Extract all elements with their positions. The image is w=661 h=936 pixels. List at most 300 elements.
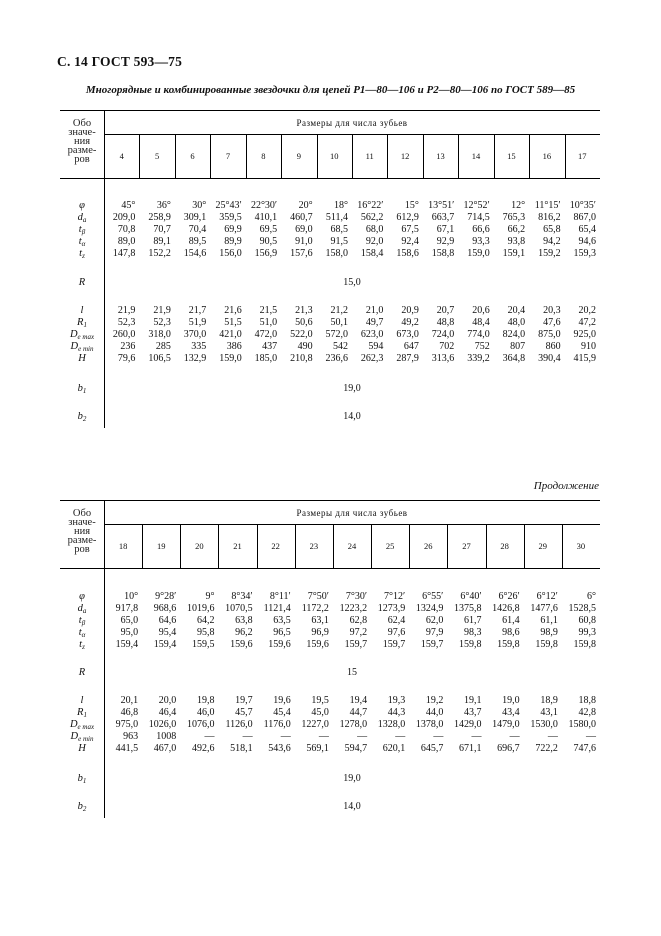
value-cell: 19,4 xyxy=(349,695,368,706)
value-cell: 159,8 xyxy=(573,639,596,650)
sizes-title: Размеры для числа зубьев xyxy=(296,118,408,128)
value-cell: 19,8 xyxy=(196,695,215,706)
value-cell: 335 xyxy=(191,341,207,352)
row-symbol-11 xyxy=(60,383,104,395)
value-cell: 21,9 xyxy=(117,305,136,316)
teeth-count-header: 16 xyxy=(542,151,552,161)
common-value-cell: 19,0 xyxy=(343,773,361,784)
value-cell: 49,7 xyxy=(365,317,384,328)
value-cell: 410,1 xyxy=(254,212,278,223)
value-cell: 20,0 xyxy=(158,695,177,706)
value-cell: 21,6 xyxy=(224,305,242,316)
value-cell: 1375,8 xyxy=(454,603,482,614)
value-cell: 63,1 xyxy=(311,615,329,626)
value-cell: 1026,0 xyxy=(148,719,177,730)
value-cell: 415,9 xyxy=(573,353,596,364)
symbol-letter: d xyxy=(77,603,83,614)
header-bottom-border xyxy=(60,568,600,569)
value-cell: 63,8 xyxy=(235,615,253,626)
value-cell: 1126,0 xyxy=(225,719,253,730)
value-cell: 645,7 xyxy=(420,743,444,754)
value-cell: 51,0 xyxy=(259,317,278,328)
value-cell: 20° xyxy=(298,200,313,211)
value-cell: 95,4 xyxy=(158,627,177,638)
symbol-subscript: e min xyxy=(78,735,94,743)
value-cell: 7°12′ xyxy=(384,591,406,602)
value-cell: 93,3 xyxy=(472,236,490,247)
value-cell: 43,7 xyxy=(464,707,482,718)
value-cell: 752 xyxy=(474,341,490,352)
value-cell: — xyxy=(357,731,368,742)
symbol-letter: R xyxy=(78,667,86,678)
value-cell: 20,3 xyxy=(543,305,561,316)
value-cell: 824,0 xyxy=(502,329,526,340)
value-cell: 159,7 xyxy=(344,639,368,650)
value-cell: 1528,5 xyxy=(568,603,596,614)
value-cell: 18,8 xyxy=(578,695,596,706)
value-cell: 98,6 xyxy=(502,627,520,638)
value-cell: 50,6 xyxy=(295,317,313,328)
value-cell: 236 xyxy=(120,341,136,352)
symbol-letter: b xyxy=(77,383,83,394)
value-cell: 18,9 xyxy=(540,695,558,706)
value-cell: 93,8 xyxy=(507,236,526,247)
symbol-letter: φ xyxy=(79,591,85,602)
value-cell: 210,8 xyxy=(290,353,313,364)
value-cell: — xyxy=(204,731,215,742)
value-cell: 46,0 xyxy=(196,707,215,718)
value-cell: 91,5 xyxy=(330,236,348,247)
value-cell: 647 xyxy=(403,341,419,352)
value-cell: 569,1 xyxy=(306,743,329,754)
value-cell: 159,4 xyxy=(115,639,139,650)
value-cell: 69,5 xyxy=(259,224,278,235)
value-cell: 1121,4 xyxy=(263,603,291,614)
symbol-letter: d xyxy=(77,212,83,223)
value-cell: 612,9 xyxy=(396,212,419,223)
table-top-border xyxy=(60,110,600,111)
symbol-letter: t xyxy=(78,627,82,638)
value-cell: 390,4 xyxy=(538,353,561,364)
value-cell: — xyxy=(471,731,482,742)
value-cell: 70,4 xyxy=(188,224,207,235)
symbol-subscript: β xyxy=(81,619,86,627)
row-symbol-6 xyxy=(60,695,104,707)
value-cell: 13°51′ xyxy=(428,200,455,211)
symbol-letter: t xyxy=(78,615,82,626)
value-cell: 20,6 xyxy=(472,305,490,316)
symbol-letter: b xyxy=(77,773,83,784)
value-cell: 45° xyxy=(121,200,136,211)
symbol-subscript: a xyxy=(82,216,87,224)
value-cell: 747,6 xyxy=(573,743,596,754)
value-cell: 96,5 xyxy=(273,627,291,638)
value-cell: 968,6 xyxy=(153,603,177,614)
value-cell: 15° xyxy=(404,200,419,211)
value-cell: 1273,9 xyxy=(377,603,406,614)
value-cell: 158,4 xyxy=(360,248,384,259)
sizes-title: Размеры для числа зубьев xyxy=(296,508,408,518)
value-cell: 47,6 xyxy=(543,317,561,328)
value-cell: 287,9 xyxy=(396,353,419,364)
value-cell: 1328,0 xyxy=(377,719,406,730)
value-cell: 860 xyxy=(545,341,561,352)
row-symbol-5 xyxy=(60,277,104,289)
value-cell: 49,2 xyxy=(401,317,419,328)
teeth-count-header: 5 xyxy=(155,151,160,161)
value-cell: 258,9 xyxy=(148,212,171,223)
value-cell: 722,2 xyxy=(535,743,558,754)
value-cell: 48,4 xyxy=(472,317,490,328)
value-cell: 20,4 xyxy=(507,305,526,316)
row-symbol-9 xyxy=(60,731,104,743)
value-cell: 19,7 xyxy=(235,695,253,706)
value-cell: 1172,2 xyxy=(301,603,329,614)
value-cell: 490 xyxy=(297,341,313,352)
common-value-cell: 15,0 xyxy=(343,277,361,288)
value-cell: 22°30′ xyxy=(250,200,278,211)
row-symbol-3 xyxy=(60,236,104,248)
value-cell: 421,0 xyxy=(219,329,242,340)
symbol-letter: D xyxy=(70,731,79,742)
value-cell: 702 xyxy=(439,341,455,352)
value-cell: 89,0 xyxy=(117,236,136,247)
symbol-letter: D xyxy=(69,719,78,730)
row-symbol-2 xyxy=(60,224,104,236)
row-symbol-5 xyxy=(60,667,104,679)
value-cell: 61,4 xyxy=(502,615,520,626)
value-cell: 9°28′ xyxy=(155,591,177,602)
symbol-letter: H xyxy=(78,743,86,754)
value-cell: 8°11′ xyxy=(269,591,291,602)
value-cell: 260,0 xyxy=(112,329,136,340)
value-cell: 262,3 xyxy=(360,353,384,364)
value-cell: 19,2 xyxy=(425,695,444,706)
value-cell: — xyxy=(547,731,558,742)
teeth-count-header: 6 xyxy=(190,151,195,161)
value-cell: 1378,0 xyxy=(415,719,444,730)
value-cell: 42,8 xyxy=(578,707,596,718)
value-cell: — xyxy=(395,731,406,742)
value-cell: 623,0 xyxy=(360,329,384,340)
value-cell: — xyxy=(509,731,520,742)
value-cell: 594 xyxy=(368,341,384,352)
symbol-letter: R xyxy=(77,707,84,718)
value-cell: 45,7 xyxy=(235,707,253,718)
symbol-letter: t xyxy=(79,248,83,259)
value-cell: 62,0 xyxy=(425,615,444,626)
value-cell: 19,1 xyxy=(464,695,482,706)
dimensions-table-2 xyxy=(60,500,600,818)
value-cell: 20,2 xyxy=(578,305,596,316)
row-symbol-9 xyxy=(60,341,104,353)
value-cell: 43,4 xyxy=(502,707,520,718)
row-symbol-4 xyxy=(60,639,104,651)
teeth-count-header: 15 xyxy=(507,151,516,161)
value-cell: 64,6 xyxy=(158,615,177,626)
value-cell: 70,8 xyxy=(117,224,136,235)
value-cell: 66,6 xyxy=(472,224,490,235)
value-cell: 21,7 xyxy=(188,305,207,316)
value-cell: 437 xyxy=(262,341,278,352)
row-symbol-2 xyxy=(60,615,104,627)
sizes-title-divider xyxy=(104,524,600,525)
value-cell: 44,3 xyxy=(387,707,406,718)
value-cell: 963 xyxy=(123,731,139,742)
symbol-subscript: a xyxy=(82,607,87,615)
row-symbol-7 xyxy=(60,317,104,329)
value-cell: 21,5 xyxy=(259,305,278,316)
teeth-count-header: 10 xyxy=(330,151,339,161)
symbol-letter: φ xyxy=(79,200,85,211)
teeth-count-header: 22 xyxy=(271,541,280,551)
value-cell: 917,8 xyxy=(115,603,139,614)
symbol-subscript: 1 xyxy=(83,321,87,329)
value-cell: 20,9 xyxy=(401,305,419,316)
value-cell: 50,1 xyxy=(330,317,348,328)
value-cell: 7°30′ xyxy=(345,591,368,602)
value-cell: 21,3 xyxy=(295,305,313,316)
value-cell: 25°43′ xyxy=(215,200,242,211)
value-cell: 96,9 xyxy=(311,627,329,638)
value-cell: 1008 xyxy=(156,731,177,742)
value-cell: 816,2 xyxy=(538,212,561,223)
value-cell: 1479,0 xyxy=(492,719,520,730)
teeth-count-header: 19 xyxy=(156,541,166,551)
value-cell: 1426,8 xyxy=(492,603,520,614)
value-cell: 159,0 xyxy=(219,353,242,364)
value-cell: 209,0 xyxy=(112,212,136,223)
value-cell: 91,0 xyxy=(295,236,313,247)
value-cell: 92,4 xyxy=(401,236,419,247)
value-cell: 1223,2 xyxy=(339,603,368,614)
value-cell: 511,4 xyxy=(325,212,348,223)
value-cell: 975,0 xyxy=(115,719,139,730)
value-cell: 94,2 xyxy=(543,236,561,247)
value-cell: 159,0 xyxy=(467,248,490,259)
value-cell: 594,7 xyxy=(344,743,368,754)
symbol-letter: D xyxy=(70,341,79,352)
value-cell: 1477,6 xyxy=(530,603,558,614)
symbol-letter: t xyxy=(78,224,82,235)
value-cell: 910 xyxy=(580,341,596,352)
value-cell: 774,0 xyxy=(467,329,490,340)
symbol-subscript: 2 xyxy=(82,415,87,423)
value-cell: 89,5 xyxy=(188,236,207,247)
value-cell: 94,6 xyxy=(578,236,596,247)
common-value-cell: 15 xyxy=(347,667,357,678)
symbol-subscript: 1 xyxy=(82,777,87,785)
row-symbol-10 xyxy=(60,743,104,755)
symbol-subscript: z xyxy=(82,252,85,260)
value-cell: 106,5 xyxy=(148,353,171,364)
value-cell: 159,5 xyxy=(191,639,215,650)
common-value-cell: 14,0 xyxy=(343,801,361,812)
value-cell: 159,6 xyxy=(306,639,329,650)
value-cell: 159,8 xyxy=(535,639,558,650)
value-cell: 364,8 xyxy=(502,353,526,364)
value-cell: 92,9 xyxy=(436,236,455,247)
value-cell: 20,7 xyxy=(436,305,455,316)
common-value-cell: 19,0 xyxy=(343,383,361,394)
teeth-count-header: 14 xyxy=(471,151,481,161)
row-symbol-1 xyxy=(60,603,104,615)
row-symbol-11 xyxy=(60,773,104,785)
value-cell: 36° xyxy=(156,200,171,211)
value-cell: 68,0 xyxy=(365,224,384,235)
teeth-count-header: 29 xyxy=(538,541,547,551)
value-cell: 18° xyxy=(333,200,348,211)
row-symbol-10 xyxy=(60,353,104,365)
value-cell: 472,0 xyxy=(254,329,278,340)
row-symbol-8 xyxy=(60,719,104,731)
symbol-subscript: e max xyxy=(77,333,95,341)
value-cell: 724,0 xyxy=(431,329,455,340)
teeth-count-header: 20 xyxy=(195,541,204,551)
value-cell: 370,0 xyxy=(183,329,207,340)
value-cell: — xyxy=(318,731,329,742)
symbol-letter: b xyxy=(77,411,83,422)
table-top-border xyxy=(60,500,600,501)
symbol-subscript: α xyxy=(81,631,86,639)
teeth-count-header: 11 xyxy=(365,151,374,161)
value-cell: 159,8 xyxy=(459,639,482,650)
teeth-count-header: 28 xyxy=(500,541,509,551)
value-cell: 339,2 xyxy=(467,353,490,364)
value-cell: 925,0 xyxy=(573,329,596,340)
value-cell: 156,0 xyxy=(219,248,242,259)
symbol-column-header: Обо значе- ния разме- ров xyxy=(67,118,97,165)
value-cell: 159,6 xyxy=(230,639,253,650)
value-cell: 696,7 xyxy=(497,743,520,754)
value-cell: 45,0 xyxy=(311,707,329,718)
value-cell: 562,2 xyxy=(360,212,384,223)
value-cell: 460,7 xyxy=(290,212,313,223)
row-symbol-7 xyxy=(60,707,104,719)
value-cell: 45,4 xyxy=(273,707,291,718)
value-cell: 1580,0 xyxy=(568,719,596,730)
value-cell: 98,9 xyxy=(540,627,558,638)
value-cell: 1070,5 xyxy=(225,603,253,614)
value-cell: 359,5 xyxy=(219,212,242,223)
value-cell: — xyxy=(585,731,596,742)
value-cell: 386 xyxy=(226,341,242,352)
symbol-subscript: 1 xyxy=(83,711,87,719)
common-value-cell: 14,0 xyxy=(343,411,361,422)
symbol-column-header: Обо значе- ния разме- ров xyxy=(67,508,97,555)
row-symbol-12 xyxy=(60,411,104,423)
value-cell: 97,6 xyxy=(387,627,406,638)
value-cell: 69,0 xyxy=(295,224,313,235)
teeth-count-header: 13 xyxy=(436,151,445,161)
value-cell: 159,2 xyxy=(538,248,561,259)
value-cell: 1324,9 xyxy=(415,603,444,614)
teeth-count-header: 30 xyxy=(576,541,586,551)
value-cell: 154,6 xyxy=(183,248,207,259)
value-cell: 441,5 xyxy=(115,743,139,754)
value-cell: 92,0 xyxy=(365,236,384,247)
value-cell: 51,5 xyxy=(224,317,242,328)
value-cell: 62,8 xyxy=(349,615,368,626)
dimensions-table-1 xyxy=(60,110,600,428)
teeth-count-header: 26 xyxy=(424,541,433,551)
value-cell: 43,1 xyxy=(540,707,558,718)
value-cell: 518,1 xyxy=(230,743,253,754)
value-cell: 1019,6 xyxy=(186,603,215,614)
value-cell: 159,7 xyxy=(382,639,406,650)
teeth-count-header: 25 xyxy=(385,541,395,551)
value-cell: 156,9 xyxy=(254,248,278,259)
value-cell: 152,2 xyxy=(148,248,171,259)
value-cell: 159,4 xyxy=(153,639,177,650)
value-cell: 52,3 xyxy=(153,317,171,328)
teeth-count-header: 21 xyxy=(233,541,242,551)
value-cell: 522,0 xyxy=(290,329,313,340)
symbol-letter: H xyxy=(78,353,86,364)
page-header: С. 14 ГОСТ 593—75 xyxy=(57,54,183,69)
value-cell: 46,4 xyxy=(158,707,177,718)
value-cell: 99,3 xyxy=(578,627,596,638)
teeth-count-header: 23 xyxy=(309,541,319,551)
value-cell: 64,2 xyxy=(196,615,215,626)
value-cell: 30° xyxy=(192,200,207,211)
teeth-count-header: 7 xyxy=(225,151,231,161)
value-cell: 867,0 xyxy=(573,212,596,223)
value-cell: 11°15′ xyxy=(534,200,561,211)
teeth-count-header: 8 xyxy=(261,151,266,161)
value-cell: 46,8 xyxy=(120,707,139,718)
value-cell: 158,0 xyxy=(325,248,348,259)
value-cell: 1429,0 xyxy=(454,719,482,730)
value-cell: 19,5 xyxy=(311,695,329,706)
value-cell: 96,2 xyxy=(235,627,253,638)
value-cell: 663,7 xyxy=(431,212,455,223)
teeth-count-header: 4 xyxy=(119,151,124,161)
row-symbol-0 xyxy=(60,591,104,603)
value-cell: 309,1 xyxy=(183,212,207,223)
value-cell: 159,3 xyxy=(573,248,596,259)
value-cell: 19,3 xyxy=(387,695,406,706)
value-cell: 7°50′ xyxy=(307,591,329,602)
value-cell: 765,3 xyxy=(502,212,526,223)
value-cell: 1227,0 xyxy=(301,719,329,730)
value-cell: 63,5 xyxy=(273,615,291,626)
value-cell: — xyxy=(242,731,253,742)
value-cell: 95,0 xyxy=(120,627,139,638)
value-cell: 159,1 xyxy=(502,248,526,259)
symbol-letter: b xyxy=(77,801,83,812)
value-cell: 8°34′ xyxy=(231,591,253,602)
value-cell: 89,9 xyxy=(224,236,242,247)
value-cell: 51,9 xyxy=(188,317,207,328)
teeth-count-header: 24 xyxy=(347,541,357,551)
value-cell: 875,0 xyxy=(538,329,561,340)
symbol-letter: R xyxy=(77,317,84,328)
symbol-subscript: α xyxy=(81,240,86,248)
value-cell: 68,5 xyxy=(330,224,348,235)
teeth-count-header: 27 xyxy=(462,541,471,551)
value-cell: 79,6 xyxy=(117,353,136,364)
value-cell: 147,8 xyxy=(112,248,136,259)
symbol-letter: l xyxy=(80,695,84,706)
value-cell: 65,8 xyxy=(543,224,561,235)
value-cell: 48,8 xyxy=(436,317,455,328)
value-cell: 44,7 xyxy=(349,707,368,718)
value-cell: 10°35′ xyxy=(569,200,596,211)
value-cell: 543,6 xyxy=(268,743,291,754)
value-cell: 10° xyxy=(124,591,139,602)
value-cell: 671,1 xyxy=(459,743,482,754)
